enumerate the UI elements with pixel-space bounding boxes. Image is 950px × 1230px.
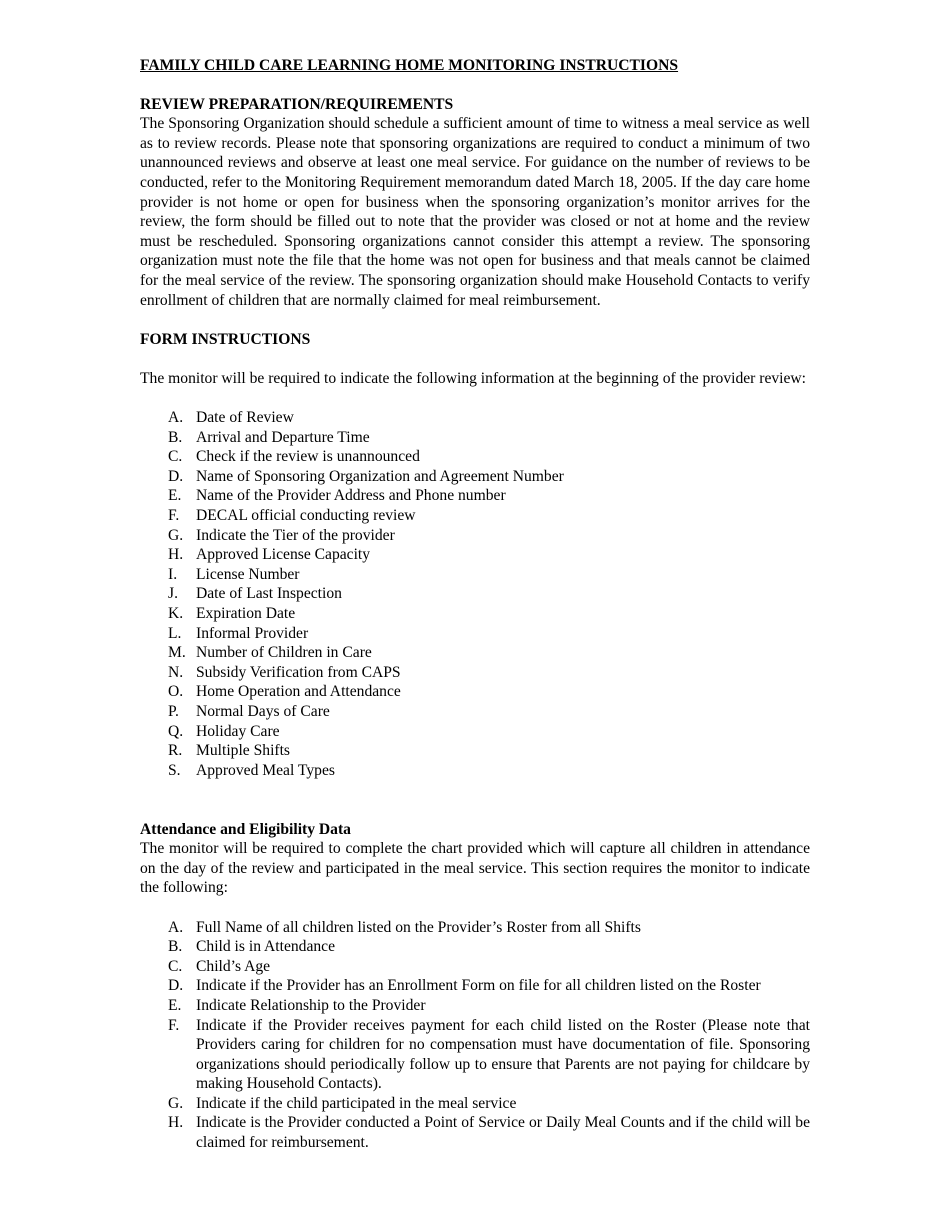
list-item-text: Date of Review [196, 409, 294, 427]
list-item-letter: D. [168, 467, 184, 485]
list-item-text: Child’s Age [196, 957, 271, 975]
document-title: FAMILY CHILD CARE LEARNING HOME MONITORING INSTRUCTIONS [140, 57, 679, 74]
list-item-text: Name of Sponsoring Organization and Agreement Number [196, 467, 564, 485]
review-prep-heading: REVIEW PREPARATION/REQUIREMENTS [140, 95, 454, 113]
list-item-text: Expiration Date [196, 605, 296, 623]
list-item [168, 467, 810, 487]
list-item-letter: K. [168, 605, 184, 623]
list-item-letter: M. [168, 644, 186, 662]
form-instructions-intro: The monitor will be required to indicate the following information at the beginning of the provider review: [140, 369, 807, 387]
list-item-text: Name of the Provider Address and Phone number [196, 487, 506, 505]
list-item-letter: H. [168, 546, 184, 564]
list-item-letter: C. [168, 957, 183, 975]
list-item-letter: F. [168, 1016, 180, 1034]
list-item-letter: F. [168, 507, 180, 525]
list-item-text: Indicate the Tier of the provider [196, 526, 395, 544]
list-item-letter: B. [168, 938, 183, 956]
list-item-letter: C. [168, 448, 183, 466]
list-item [168, 702, 810, 722]
list-item [168, 604, 810, 624]
list-item [168, 918, 810, 938]
list-item [168, 722, 810, 742]
list-item-letter: R. [168, 742, 183, 760]
list-item [168, 584, 810, 604]
list-item [168, 565, 810, 585]
list-item-text: Indicate if the Provider has an Enrollment Form on file for all children listed on the Roster [196, 977, 761, 995]
list-item-letter: E. [168, 996, 182, 1014]
list-item-letter: Q. [168, 722, 184, 740]
list-item-text: Arrival and Departure Time [196, 428, 370, 446]
list-item-text: Check if the review is unannounced [196, 448, 420, 466]
list-item-letter: A. [168, 409, 184, 427]
list-item-text: Normal Days of Care [196, 703, 330, 720]
attendance-heading: Attendance and Eligibility Data [140, 820, 351, 838]
list-item-letter: G. [168, 1094, 184, 1112]
list-item-text: Subsidy Verification from CAPS [196, 663, 401, 681]
list-item [168, 1113, 810, 1152]
list-item-text: Approved Meal Types [196, 761, 335, 779]
attendance-intro: The monitor will be required to complete the chart provided which will capture all children in attendance on the day of the review and participated in the meal service. This section requires the monitor to indicate the following: [140, 840, 810, 897]
list-item [168, 996, 810, 1016]
list-item [168, 937, 810, 957]
list-item [168, 976, 810, 996]
list-item-text: Indicate if the child participated in the meal service [196, 1094, 517, 1112]
list-item [168, 506, 810, 526]
list-item [168, 663, 810, 683]
list-item-text: License Number [196, 565, 300, 583]
list-item [168, 545, 810, 565]
list-item [168, 624, 810, 644]
list-item-text: Indicate is the Provider conducted a Point of Service or Daily Meal Counts and if the child will be claimed for reimbursement. [196, 1114, 810, 1152]
list-item [168, 682, 810, 702]
list-item [168, 957, 810, 977]
list-item-text: Indicate if the Provider receives payment for each child listed on the Roster (Please note that Providers caring for children for no compensation must have documentation of file. Sponsoring organizations should periodically follow up to ensure that Parents are not paying for childcare by making Household Contacts). [196, 1016, 810, 1093]
list-item-text: Multiple Shifts [196, 742, 291, 760]
list-item-letter: G. [168, 526, 184, 544]
list-item-letter: N. [168, 663, 184, 681]
document-page [140, 56, 810, 1153]
list-item-letter: A. [168, 918, 184, 936]
list-item-letter: H. [168, 1114, 184, 1132]
list-item [168, 741, 810, 761]
list-item [168, 526, 810, 546]
list-item [168, 408, 810, 428]
list-item-text: Date of Last Inspection [196, 585, 342, 603]
list-item [168, 761, 810, 781]
list-item-letter: I. [168, 565, 178, 583]
list-item-letter: J. [168, 585, 178, 603]
list-item [168, 447, 810, 467]
form-instructions-heading: FORM INSTRUCTIONS [140, 330, 311, 348]
list-item-text: Approved License Capacity [196, 546, 371, 564]
attendance-list [140, 918, 810, 1153]
list-item-text: Home Operation and Attendance [196, 683, 401, 701]
list-item [168, 643, 810, 663]
list-item [168, 1016, 810, 1094]
list-item-letter: S. [168, 761, 181, 779]
list-item-text: Full Name of all children listed on the Provider’s Roster from all Shifts [196, 918, 641, 936]
list-item-text: Holiday Care [196, 722, 280, 740]
list-item-text: DECAL official conducting review [196, 507, 416, 525]
list-item-letter: B. [168, 428, 183, 446]
form-instructions-list [140, 408, 810, 780]
list-item-letter: D. [168, 977, 184, 995]
list-item [168, 1094, 810, 1114]
list-item-letter: L. [168, 624, 182, 642]
list-item-text: Number of Children in Care [196, 644, 372, 662]
review-prep-paragraph: The Sponsoring Organization should schedule a sufficient amount of time to witness a meal service as well as to review records. Please note that sponsoring organizations are required to conduct a minimum of two unannounced reviews and observe at least one meal service. For guidance on the number of reviews to be conducted, refer to the Monitoring Requirement memorandum dated March 18, 2005. If the day care home provider is not home or open for business when the sponsoring organization’s monitor arrives for the review, the form should be filled out to note that the provider was closed or not at home and the review must be rescheduled. Sponsoring organizations cannot consider this attempt a review. The sponsoring organization must note the file that the home was not open for business and that meals cannot be claimed for the meal service of the review. The sponsoring organization should make Household Contacts to verify enrollment of children that are normally claimed for meal reimbursement. [140, 115, 810, 309]
list-item-text: Informal Provider [196, 624, 309, 642]
list-item-letter: P. [168, 703, 179, 720]
list-item [168, 428, 810, 448]
list-item-text: Child is in Attendance [196, 938, 336, 956]
list-item-letter: E. [168, 487, 182, 505]
list-item-text: Indicate Relationship to the Provider [196, 996, 426, 1014]
list-item [168, 486, 810, 506]
list-item-letter: O. [168, 683, 184, 701]
